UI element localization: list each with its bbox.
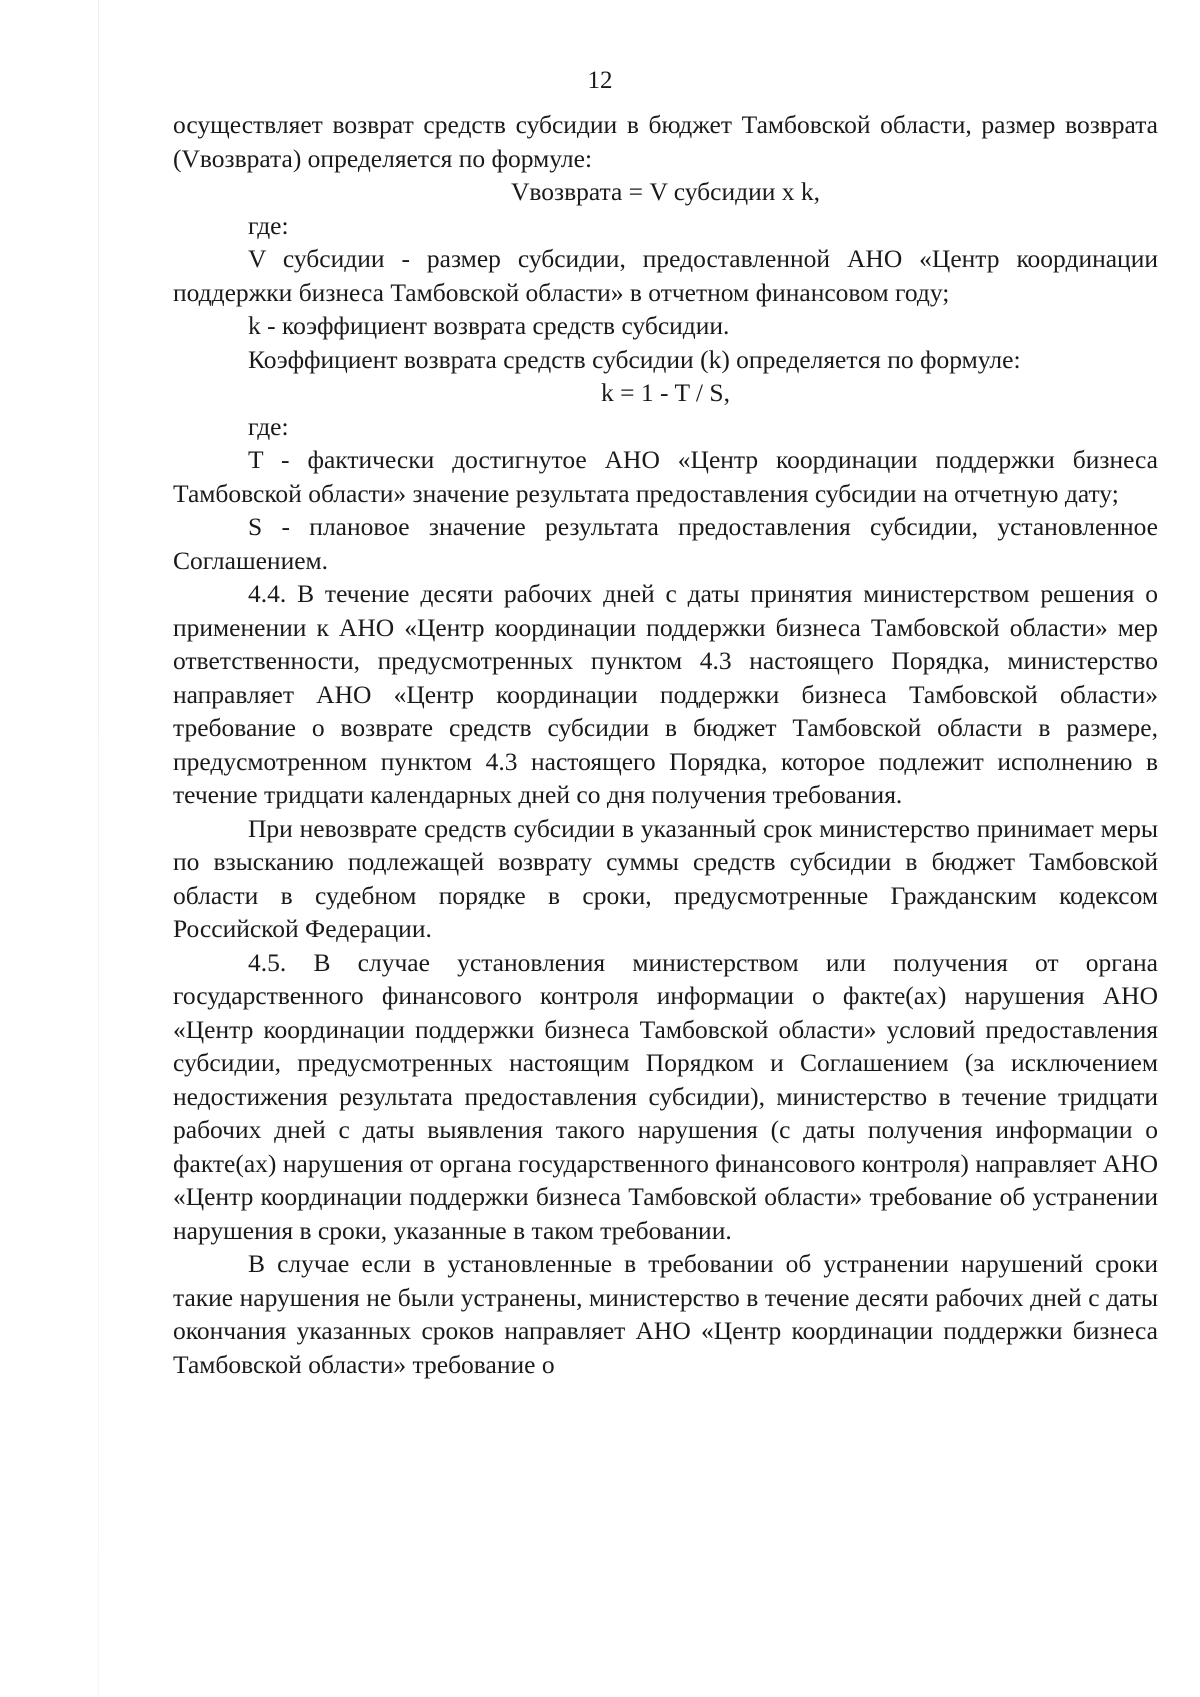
clause-4-4: 4.4. В течение десяти рабочих дней с даты принятия министерством решения о применении к АНО «Центр координации поддержки бизнеса Тамбовской области» мер ответственности, предусмотренных пунктом 4.3 настоящего Порядка, министерство направляет АНО «Центр координации поддержки бизнеса Тамбовской области» требование о возврате средств субсидии в бюджет Тамбовской области в размере, предусмотренном пунктом 4.3 настоящего Порядка, которое подлежит исполнению в течение тридцати календарных дней со дня получения требования. [173,579,1158,809]
definition-v-subsidy: V субсидии - размер субсидии, предоставленной АНО «Центр координации поддержки бизнеса Тамбовской области» в отчетном финансовом году; [173,244,1158,307]
paragraph-non-return: При невозврате средств субсидии в указанный срок министерство принимает меры по взысканию подлежащей возврату суммы средств субсидии в бюджет Тамбовской области в судебном порядке в сроки, предусмотренные Гражданским кодексом Российской Федерации. [173,813,1158,943]
page-number: 12 [587,67,613,94]
definition-k: k - коэффициент возврата средств субсидии. [248,311,730,340]
definition-s: S - плановое значение результата предоставления субсидии, установленное Соглашением. [173,512,1158,575]
definition-t: T - фактически достигнутое АНО «Центр координации поддержки бизнеса Тамбовской области» значение результата предоставления субсидии на отчетную дату; [173,445,1158,508]
where-label: где: [248,210,289,240]
formula-return-amount: Vвозврата = V субсидии х k, [510,177,820,206]
paragraph-return-amount: осуществляет возврат средств субсидии в бюджет Тамбовской области, размер возврата (Vвозврата) определяется по формуле: [173,110,1158,173]
paragraph-unremedied-violations: В случае если в установленные в требовании об устранении нарушений сроки такие нарушения не были устранены, министерство в течение десяти рабочих дней с даты окончания указанных сроков направляет АНО «Центр координации поддержки бизнеса Тамбовской области» требование о [173,1249,1158,1379]
formula-coefficient: k = 1 - T / S, [601,378,730,407]
clause-4-5: 4.5. В случае установления министерством или получения от органа государственного финансового контроля информации о факте(ах) нарушения АНО «Центр координации поддержки бизнеса Тамбовской области» условий предоставления субсидии, предусмотренных настоящим Порядком и Соглашением (за исключением недостижения результата предоставления субсидии), министерство в течение тридцати рабочих дней с даты выявления такого нарушения (с даты получения информации о факте(ах) нарушения от органа государственного финансового контроля) направляет АНО «Центр координации поддержки бизнеса Тамбовской области» требование об устранении нарушения в сроки, указанные в таком требовании. [173,947,1158,1245]
scan-edge-line [98,0,99,1697]
document-body [173,108,1158,1381]
paragraph-coefficient: Коэффициент возврата средств субсидии (k) определяется по формуле: [248,344,1021,374]
where-label-2: где: [248,411,289,441]
